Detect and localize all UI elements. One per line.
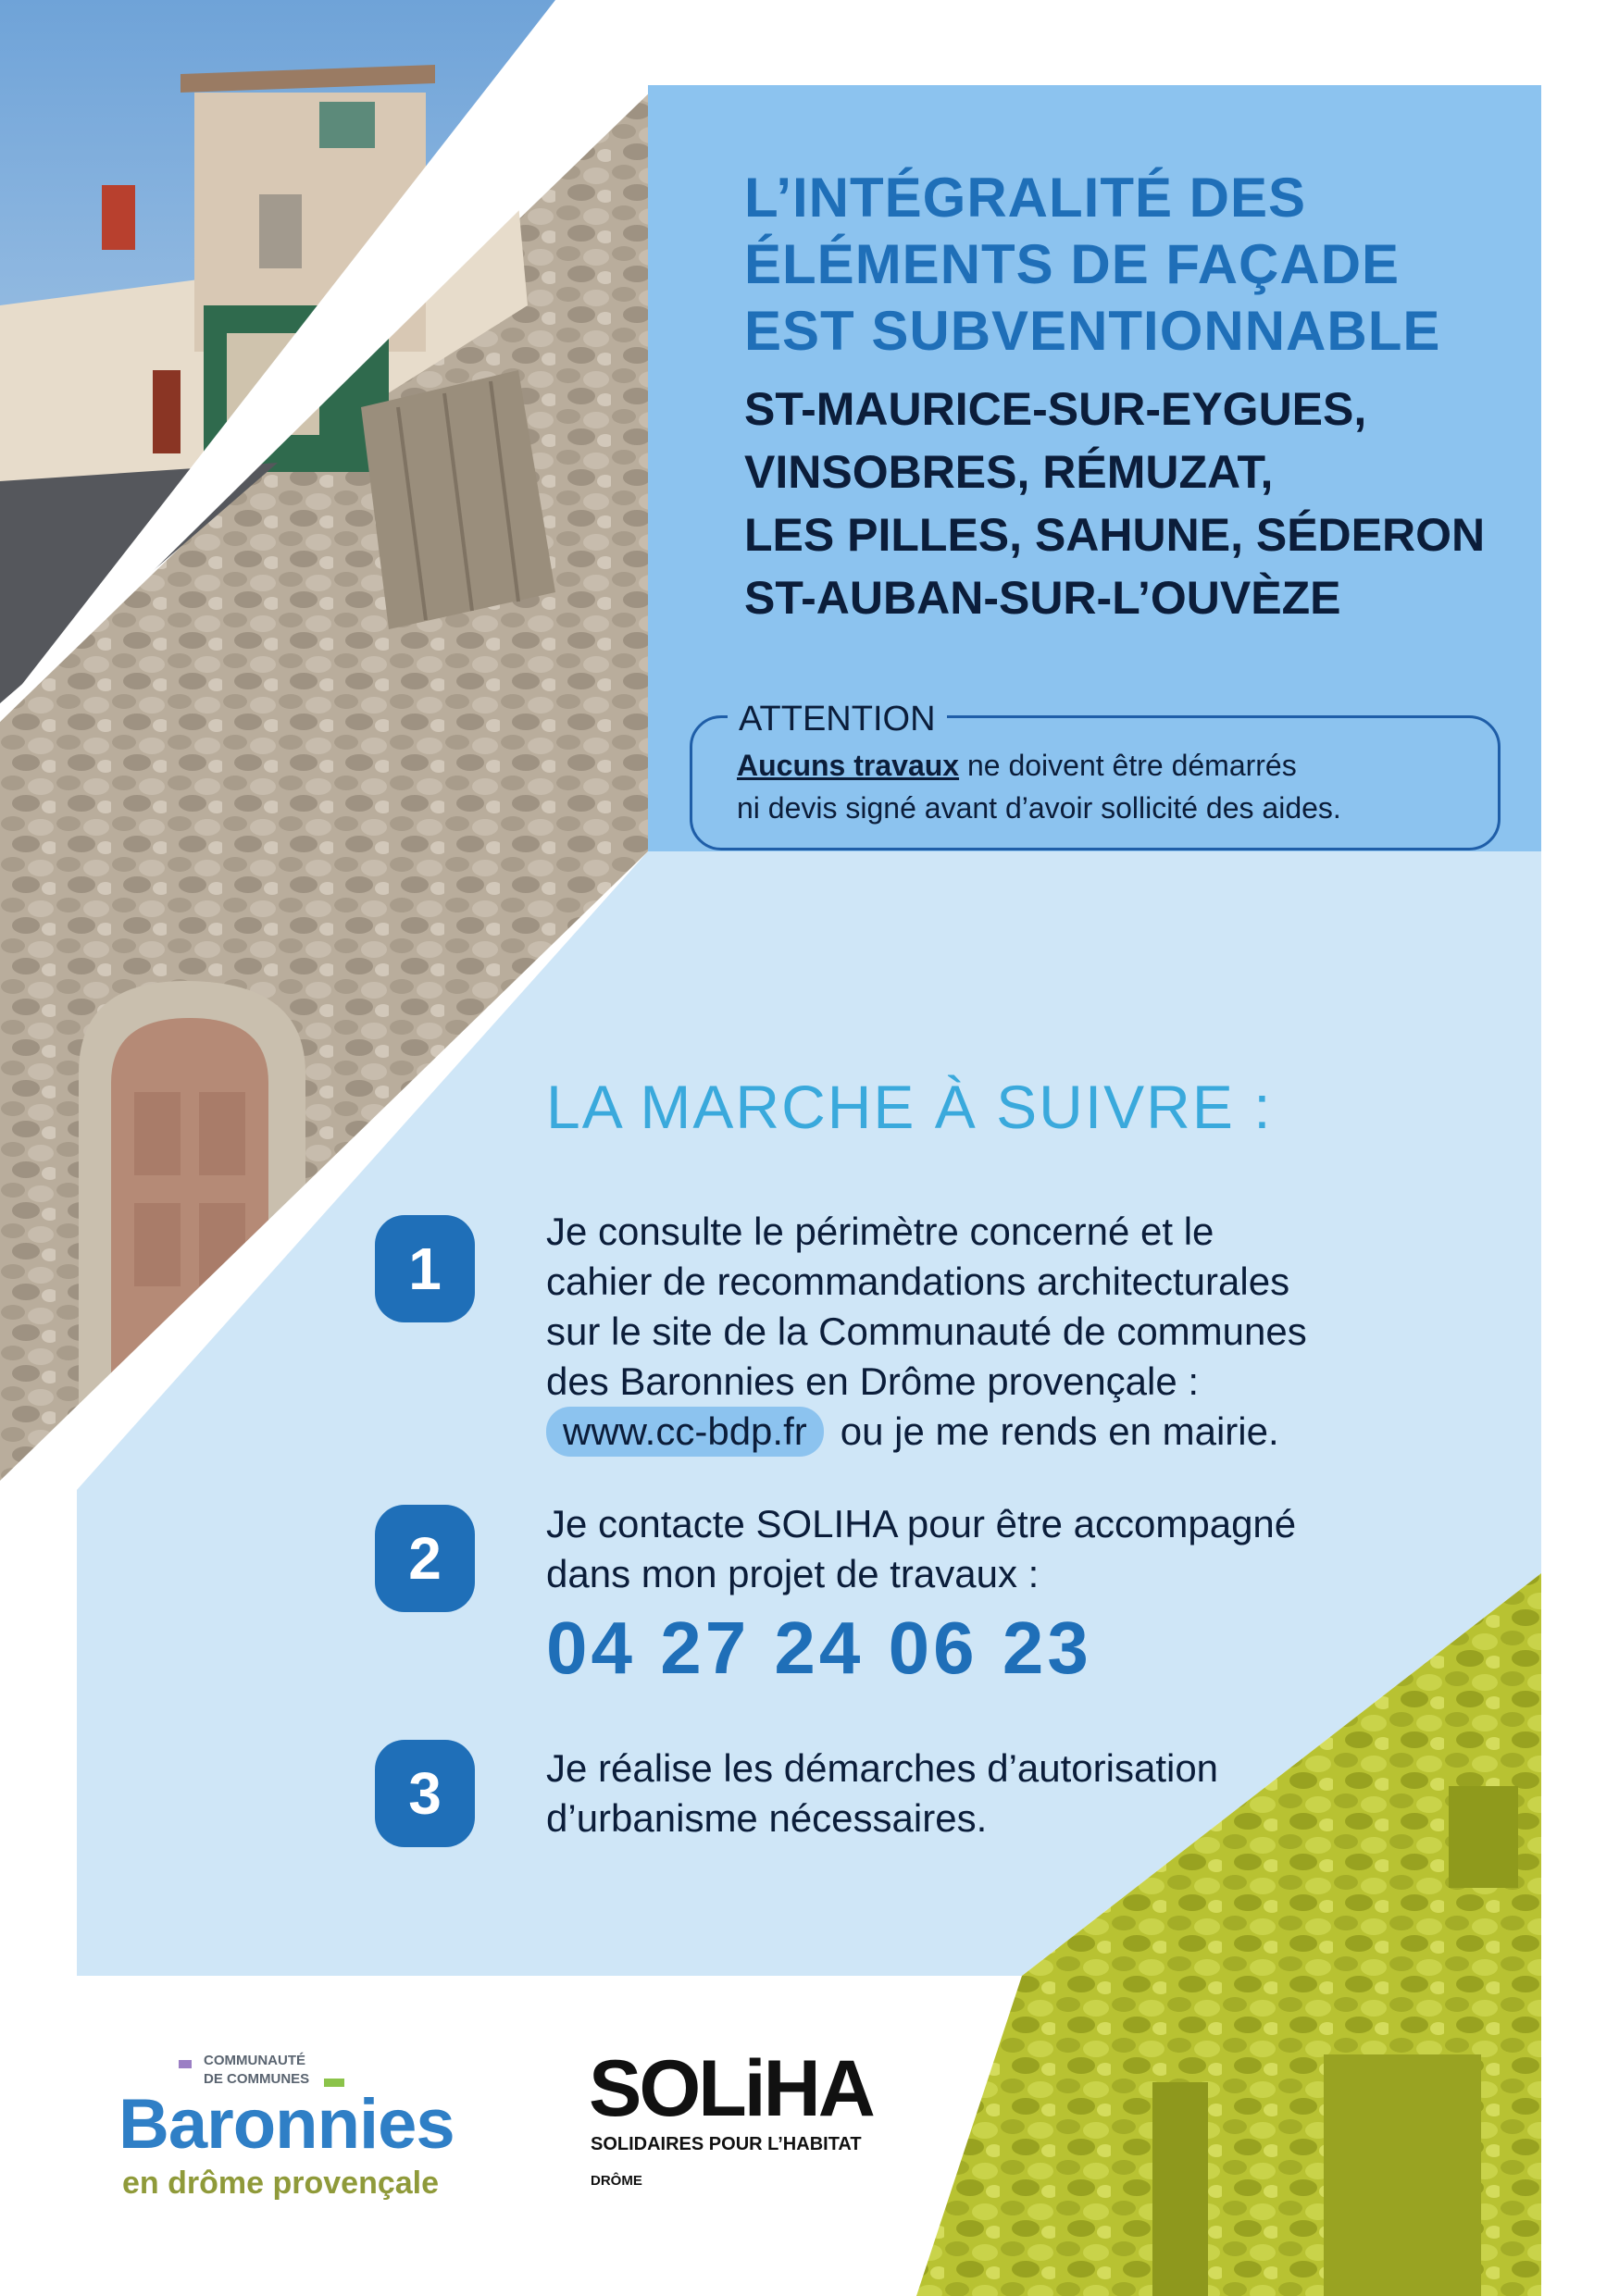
- soliha-tagline: SOLIDAIRES POUR L’HABITAT: [591, 2134, 862, 2154]
- baronnies-top-line1: COMMUNAUTÉ: [204, 2053, 305, 2068]
- step-line: Je réalise les démarches d’autorisation: [546, 1746, 1219, 1790]
- baronnies-logo: [118, 2053, 507, 2201]
- town-line: VINSOBRES, RÉMUZAT,: [744, 446, 1274, 498]
- heading-line-3: EST SUBVENTIONNABLE: [744, 300, 1441, 362]
- step-line: Je consulte le périmètre concerné et le: [546, 1210, 1214, 1253]
- step-1-number: 1: [375, 1215, 475, 1322]
- step-1-text: [546, 1207, 1307, 1457]
- heading-line-2: ÉLÉMENTS DE FAÇADE: [744, 233, 1401, 295]
- step-line: des Baronnies en Drôme provençale :: [546, 1359, 1200, 1403]
- attention-line2: ni devis signé avant d’avoir sollicité des aides.: [737, 791, 1341, 825]
- step-line: cahier de recommandations architecturales: [546, 1260, 1290, 1303]
- step-line: Je contacte SOLIHA pour être accompagné: [546, 1502, 1297, 1545]
- website-link[interactable]: www.cc-bdp.fr: [546, 1407, 824, 1457]
- baronnies-top-line2: DE COMMUNES: [204, 2071, 310, 2087]
- town-line: ST-AUBAN-SUR-L’OUVÈZE: [744, 572, 1341, 624]
- soliha-logo: [589, 2043, 922, 2201]
- step-2-text: [546, 1499, 1296, 1599]
- step-3-text: [546, 1744, 1218, 1843]
- step-3-number: 3: [375, 1740, 475, 1847]
- step-line: d’urbanisme nécessaires.: [546, 1796, 988, 1840]
- attention-line1-rest: ne doivent être démarrés: [959, 749, 1297, 782]
- step-1-link-after: ou je me rends en mairie.: [840, 1409, 1279, 1453]
- attention-strong: Aucuns travaux: [737, 749, 960, 782]
- soliha-region: DRÔME: [591, 2173, 642, 2189]
- soliha-name: SOLiHA: [589, 2044, 873, 2133]
- baronnies-name: Baronnies: [118, 2085, 455, 2164]
- town-line: ST-MAURICE-SUR-EYGUES,: [744, 383, 1367, 435]
- heading-line-1: L’INTÉGRALITÉ DES: [744, 167, 1307, 229]
- baronnies-subtitle: en drôme provençale: [122, 2166, 440, 2201]
- town-list: [744, 378, 1485, 629]
- step-line: dans mon projet de travaux :: [546, 1552, 1040, 1595]
- step-2-number: 2: [375, 1505, 475, 1612]
- attention-text: [737, 744, 1341, 829]
- attention-title: ATTENTION: [728, 698, 947, 740]
- steps-title: LA MARCHE À SUIVRE :: [546, 1073, 1273, 1141]
- step-line: sur le site de la Communauté de communes: [546, 1309, 1307, 1353]
- town-line: LES PILLES, SAHUNE, SÉDERON: [744, 509, 1486, 561]
- main-heading: [744, 165, 1440, 365]
- phone-number[interactable]: 04 27 24 06 23: [546, 1607, 1092, 1689]
